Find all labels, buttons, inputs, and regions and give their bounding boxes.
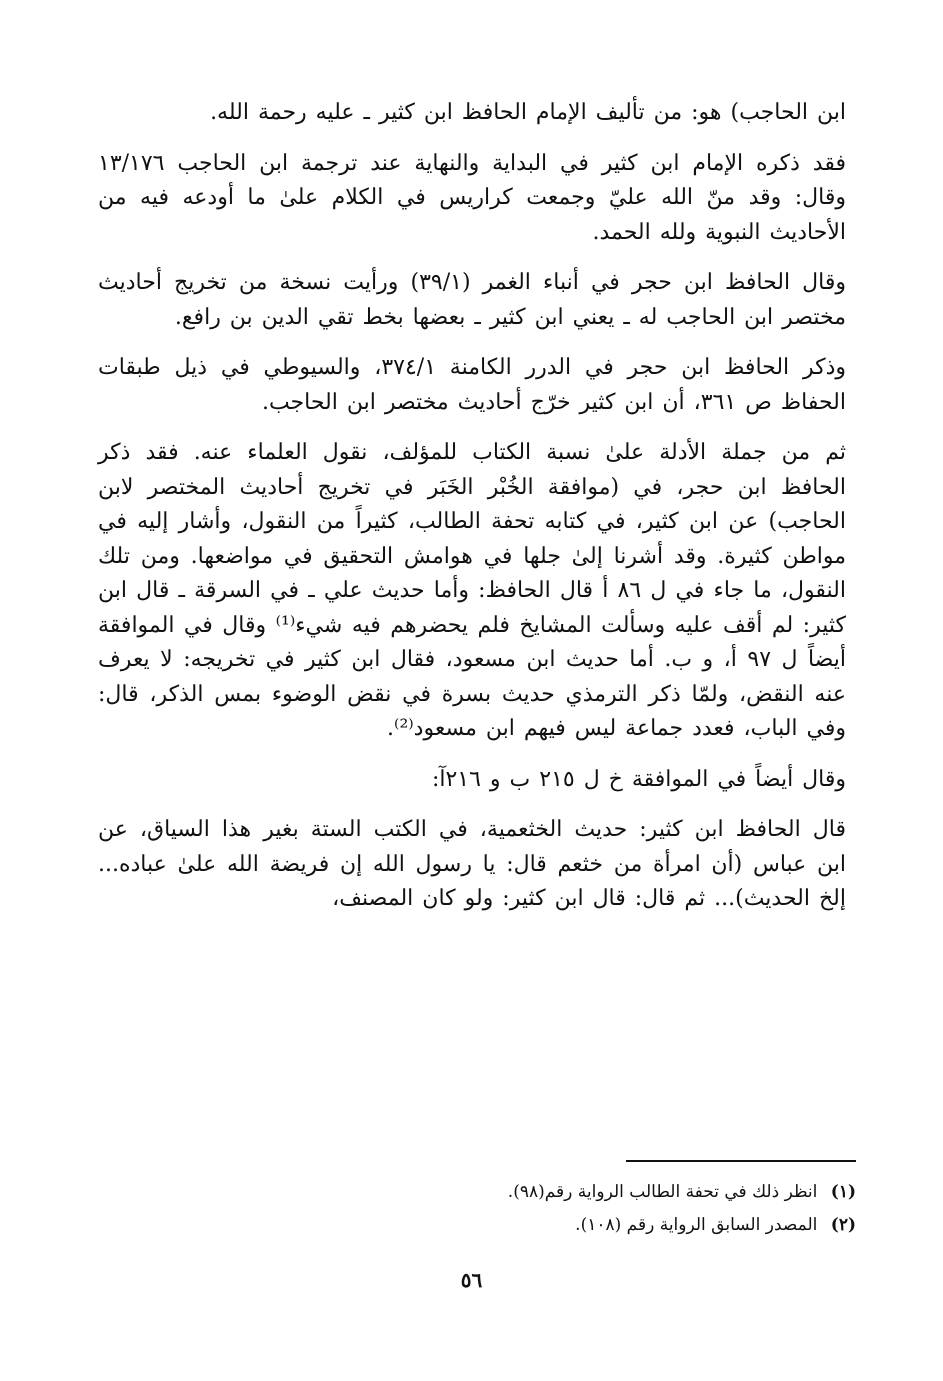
main-text [98,96,846,933]
footnote-2-text: المصدر السابق الرواية رقم (١٠٨). [575,1215,818,1235]
footnote-2 [330,1209,856,1242]
paragraph-3: وقال الحافظ ابن حجر في أنباء الغمر (٣٩/١) ورأيت نسخة من تخريج أحاديث مختصر ابن الحاجب له ـ يعني ابن كثير ـ بعضها بخط تقي الدين بن رافع. [98,270,846,330]
paragraph-2: فقد ذكره الإمام ابن كثير في البداية والنهاية عند ترجمة ابن الحاجب ١٣/١٧٦ وقال: وقد منّ الله عليّ وجمعت كراريس في الكلام علىٰ ما أودعه فيه من الأحاديث النبوية ولله الحمد. [98,150,846,245]
paragraph-6: وقال أيضاً في الموافقة خ ل ٢١٥ ب و ٢١٦آ: [431,766,846,792]
footnote-1 [330,1176,856,1209]
footnote-1-text: انظر ذلك في تحفة الطالب الرواية رقم(٩٨). [507,1182,818,1202]
footnote-2-number: (٢) [830,1215,856,1235]
paragraph-4: وذكر الحافظ ابن حجر في الدرر الكامنة ٣٧٤/١، والسيوطي في ذيل طبقات الحفاظ ص ٣٦١، أن ابن كثير خرّج أحاديث مختصر ابن الحاجب. [98,355,846,415]
footnotes [330,1176,856,1242]
paragraph-7: قال الحافظ ابن كثير: حديث الخثعمية، في الكتب الستة بغير هذا السياق، عن ابن عباس (أن امرأة من خثعم قال: يا رسول الله إن فريضة الله علىٰ عباده... إلخ الحديث)... ثم قال: قال ابن كثير: ولو كان المصنف، [98,817,846,911]
paragraph-1: ابن الحاجب) هو: من تأليف الإمام الحافظ ابن كثير ـ عليه رحمة الله. [210,100,846,125]
page-number: ٥٦ [460,1268,483,1292]
footnote-divider [626,1160,856,1162]
paragraph-5: ثم من جملة الأدلة علىٰ نسبة الكتاب للمؤلف، نقول العلماء عنه. فقد ذكر الحافظ ابن حجر، في (موافقة الخُبْر الخَبَر في تخريج أحاديث المختصر لابن الحاجب) عن ابن كثير، في كتابه تحفة الطالب، كثيراً من النقول، وأشار إليه في مواطن كثيرة. وقد أشرنا إلىٰ جلها في هوامش التحقيق في مواضعها. ومن تلك النقول، ما جاء في ل ٨٦ أ قال الحافظ: وأما حديث علي ـ في السرقة ـ قال ابن كثير: لم أقف عليه وسألت المشايخ فلم يحضرهم فيه شيء⁽¹⁾ وقال في الموافقة أيضاً ل ٩٧ أ، و ب. أما حديث ابن مسعود، فقال ابن كثير في تخريجه: لا يعرف عنه النقض، ولمّا ذكر الترمذي حديث بسرة في نقض الوضوء بمس الذكر، قال: وفي الباب، فعدد جماعة ليس فيهم ابن مسعود⁽²⁾. [98,440,846,741]
footnote-1-number: (١) [830,1182,856,1202]
